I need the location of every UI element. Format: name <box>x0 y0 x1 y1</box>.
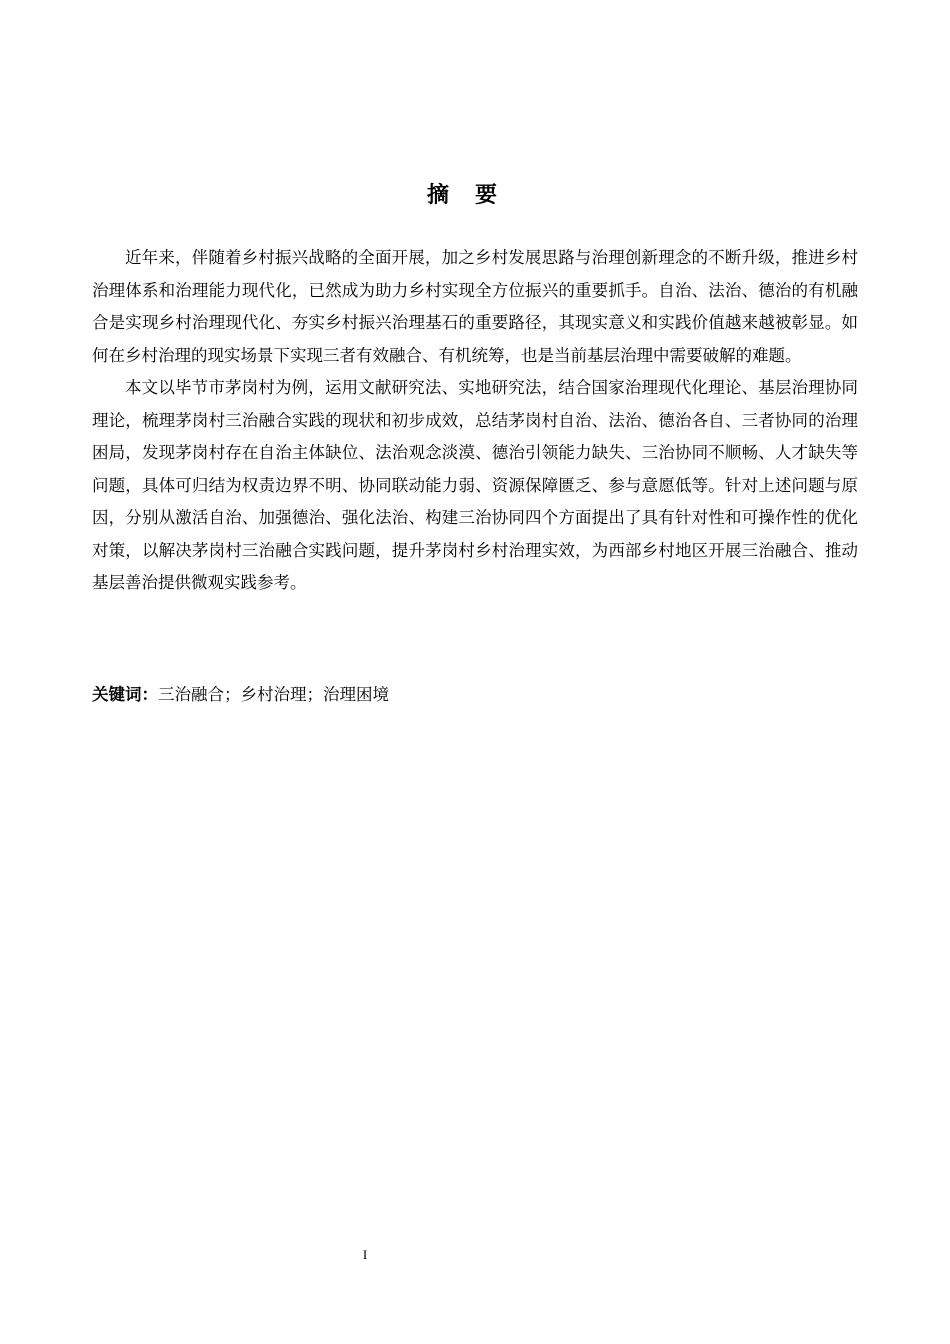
abstract-body <box>92 242 858 600</box>
abstract-paragraph-2: 本文以毕节市茅岗村为例，运用文献研究法、实地研究法，结合国家治理现代化理论、基层治理协同理论，梳理茅岗村三治融合实践的现状和初步成效，总结茅岗村自治、法治、德治各自、三者协同的治理困局，发现茅岗村存在自治主体缺位、法治观念淡漠、德治引领能力缺失、三治协同不顺畅、人才缺失等问题，具体可归结为权责边界不明、协同联动能力弱、资源保障匮乏、参与意愿低等。针对上述问题与原因，分别从激活自治、加强德治、强化法治、构建三治协同四个方面提出了具有针对性和可操作性的优化对策，以解决茅岗村三治融合实践问题，提升茅岗村乡村治理实效，为西部乡村地区开展三治融合、推动基层善治提供微观实践参考。 <box>92 378 858 592</box>
keywords-line <box>92 679 858 711</box>
page-title: 摘要 <box>426 183 523 208</box>
keywords-value: 三治融合；乡村治理；治理困境 <box>158 685 389 704</box>
page-number: I <box>362 1247 368 1262</box>
keywords-label: 关键词： <box>92 685 158 704</box>
abstract-paragraph-1: 近年来，伴随着乡村振兴战略的全面开展，加之乡村发展思路与治理创新理念的不断升级，推进乡村治理体系和治理能力现代化，已然成为助力乡村实现全方位振兴的重要抓手。自治、法治、德治的有机融合是实现乡村治理现代化、夯实乡村振兴治理基石的重要路径，其现实意义和实践价值越来越被彰显。如何在乡村治理的现实场景下实现三者有效融合、有机统筹，也是当前基层治理中需要破解的难题。 <box>92 248 858 365</box>
